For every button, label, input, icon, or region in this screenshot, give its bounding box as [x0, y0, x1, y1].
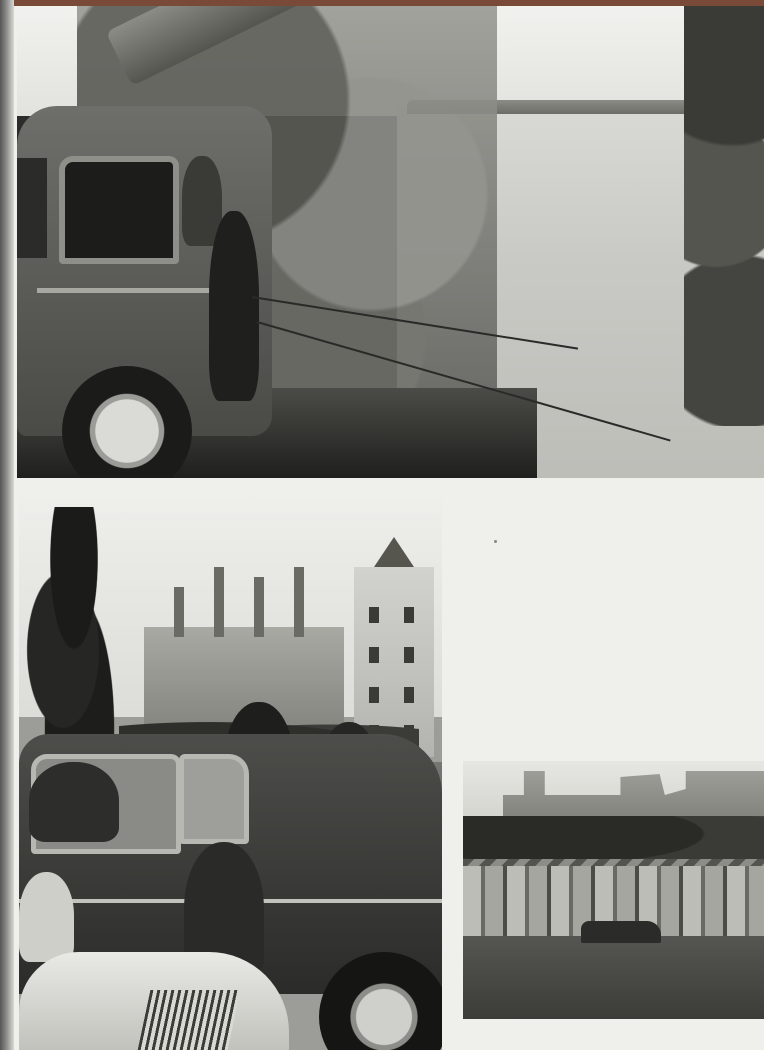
print-speck [494, 540, 497, 543]
woman-in-car [29, 762, 119, 842]
car-grille [138, 990, 241, 1050]
page-binding-shadow [0, 0, 14, 1050]
meadow [463, 936, 764, 1019]
chinon-castle-photo [463, 761, 764, 1019]
girl-in-white [19, 872, 74, 962]
window [404, 687, 414, 703]
pine-tree [19, 507, 129, 767]
window [369, 687, 379, 703]
car-rear-window [59, 156, 179, 264]
castle-spire [174, 587, 184, 637]
right-tree-branches [684, 6, 764, 426]
chambord-parking-photo [19, 497, 442, 1050]
castle-spire [214, 567, 224, 637]
car-door-window [17, 158, 47, 258]
window [369, 607, 379, 623]
window [404, 607, 414, 623]
car-window [179, 754, 249, 844]
white-car-hood [19, 952, 289, 1050]
window [369, 647, 379, 663]
renault-4-in-meadow [581, 921, 661, 943]
fishing-from-car-photo [17, 6, 764, 478]
boy-fishing [209, 211, 259, 401]
window [404, 647, 414, 663]
castle-spire [254, 577, 264, 637]
castle-spire [294, 567, 304, 637]
